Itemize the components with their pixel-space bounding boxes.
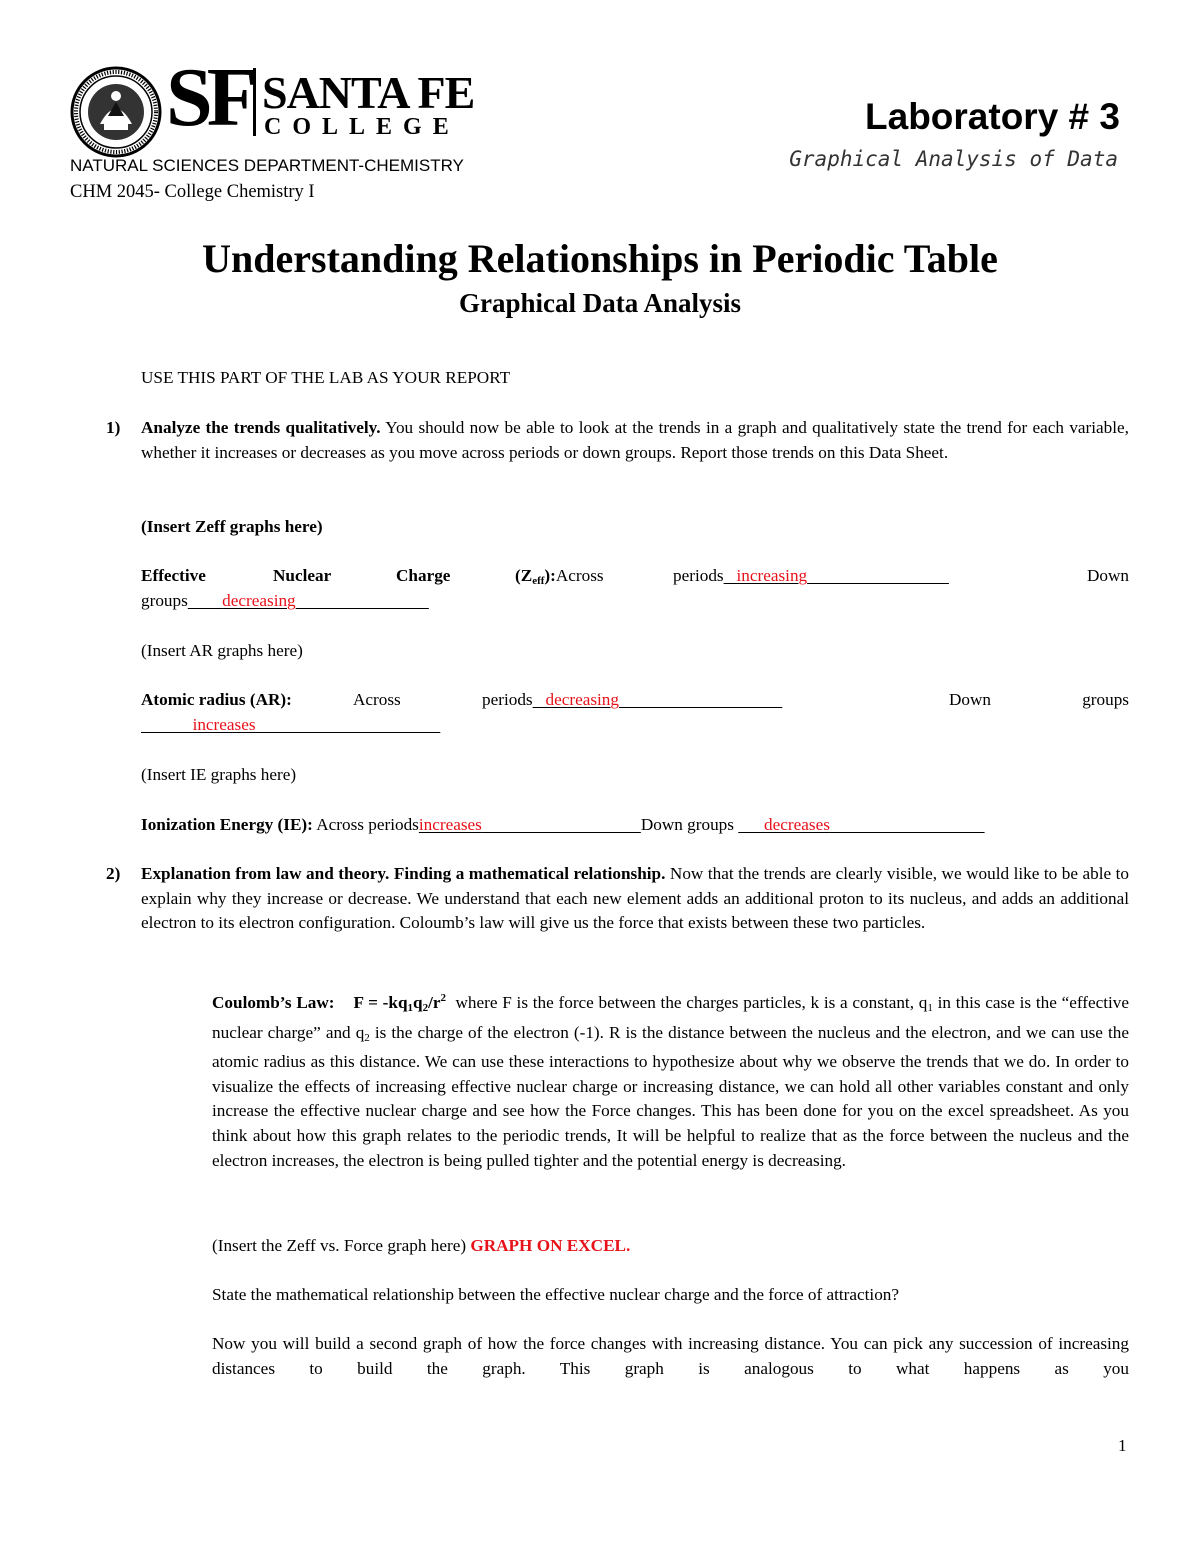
relationship-question: State the mathematical relationship between the effective nuclear charge and the force of attraction? (212, 1285, 900, 1304)
section-2-text: Now that the trends are clearly visible, we would like to be able to explain why they increase or decrease. We understand that each new element adds an additional proton to its nucleus, and adds an additional electron to its electron configuration. Coloumb’s law will give us the force that exists between these two particles. (141, 864, 1129, 933)
ar-down-answer: increases (192, 714, 256, 734)
insert-zeff-note: (Insert Zeff graphs here) (141, 517, 323, 536)
course-name: CHM 2045- College Chemistry I (70, 182, 315, 202)
insert-zeff-force-note (212, 1234, 630, 1259)
ar-label: Atomic radius (AR): (141, 690, 292, 709)
college-seal-graphic (70, 66, 162, 158)
zeff-down-word: Down (1086, 566, 1129, 585)
logo-divider (253, 68, 256, 136)
coulomb-formula: $F = -kq_1q_2/r^2$ (353, 992, 446, 1014)
ie-label: Ionization Energy (IE): (141, 815, 313, 834)
logo-college: COLLEGE (264, 114, 460, 140)
college-seal (70, 66, 162, 158)
zeff-row (141, 564, 1129, 614)
ie-down-answer: decreases (764, 815, 830, 834)
graph-on-excel-note: GRAPH ON EXCEL. (470, 1236, 631, 1255)
zeff-across-answer: increasing (736, 566, 808, 585)
ar-across-answer: decreasing (545, 690, 619, 709)
coulomb-label: Coulomb’s Law: (212, 993, 335, 1012)
lab-number: Laboratory # 3 (865, 96, 1120, 137)
zeff-periods-word: periods (673, 566, 724, 585)
college-logo (166, 51, 476, 144)
section-2-paragraph (141, 862, 1129, 936)
ar-down-word: Down (949, 690, 992, 709)
zeff-label-group (515, 564, 604, 594)
insert-zeff-force-text: (Insert the Zeff vs. Force graph here) (212, 1236, 467, 1255)
ar-down-answer-line (141, 713, 440, 738)
zeff-label-e: ): (544, 566, 556, 585)
logo-sf: SF (166, 51, 253, 144)
ie-row (141, 813, 1129, 838)
insert-ar-note: (Insert AR graphs here) (141, 641, 303, 660)
zeff-down-answer: decreasing (222, 590, 296, 610)
coulomb-text: where F is the force between the charges particles, k is a constant, $q_1$ in this case is the “effective nuclear charge” and $q_2$ is the charge of the electron (-1). R is the distance between the nucleus and the electron, and we can use the atomic radius as this distance. We can use these interactions to hypothesize about why we observe the trends that we do. In order to visualize the effects of increasing effective nuclear charge or increasing distance, we can hold all other variables constant and only increase the effective nuclear charge and see how the Force changes. This has been done for you on the excel spreadsheet. As you think about how this graph relates to the periodic trends, It will be helpful to realize that as the force between the nucleus and the electron increases, the electron is being pulled tighter and the potential energy is decreasing. (212, 993, 1129, 1170)
ar-across-word: Across (353, 690, 401, 709)
section-1-text: You should now be able to look at the trends in a graph and qualitatively state the trend for each variable, whether it increases or decreases as you move across periods or down groups. Report those trends on this Data Sheet. (141, 418, 1129, 462)
insert-ie-note: (Insert IE graphs here) (141, 765, 297, 784)
next-graph-paragraph: Now you will build a second graph of how the force changes with increasing distance. You can pick any succession of increasing distances to build the graph. This graph is analogous to what happens as you (212, 1334, 1129, 1378)
zeff-label-a: Effective (141, 566, 206, 585)
coulomb-paragraph (212, 986, 1129, 1173)
ar-row (141, 688, 1129, 738)
ar-periods-word: periods (482, 690, 533, 709)
logo-santa-fe: SANTA FE (262, 67, 475, 118)
department-name: NATURAL SCIENCES DEPARTMENT-CHEMISTRY (70, 156, 464, 175)
zeff-down-answer-line (141, 589, 429, 614)
page-title: Understanding Relationships in Periodic Table (202, 236, 998, 281)
zeff-label-c: Charge (396, 566, 451, 585)
report-note: USE THIS PART OF THE LAB AS YOUR REPORT (141, 368, 511, 387)
section-1-number: 1) (106, 418, 121, 437)
page-number: 1 (1118, 1436, 1127, 1455)
ar-groups-word: groups (1082, 690, 1129, 709)
lab-subtitle: Graphical Analysis of Data (789, 147, 1118, 171)
section-1-paragraph (141, 416, 1129, 465)
zeff-across-word: Across (555, 566, 604, 585)
page-subtitle: Graphical Data Analysis (458, 288, 742, 318)
section-2-heading: Explanation from law and theory. Finding a mathematical relationship. (141, 864, 666, 883)
ar-across-answer-line (482, 688, 782, 713)
ie-down-text: Down groups (640, 815, 734, 834)
zeff-groups-word: groups (141, 590, 188, 610)
ie-across-text: Across periods (316, 815, 419, 834)
zeff-label-b: Nuclear (273, 566, 332, 585)
zeff-label-d: (Z (515, 566, 533, 585)
zeff-across-answer-line (673, 564, 949, 589)
ie-across-answer: increases (418, 815, 482, 834)
section-2-number: 2) (106, 864, 121, 883)
zeff-label-sub: eff (532, 575, 545, 587)
section-1-heading: Analyze the trends qualitatively. (141, 418, 381, 437)
